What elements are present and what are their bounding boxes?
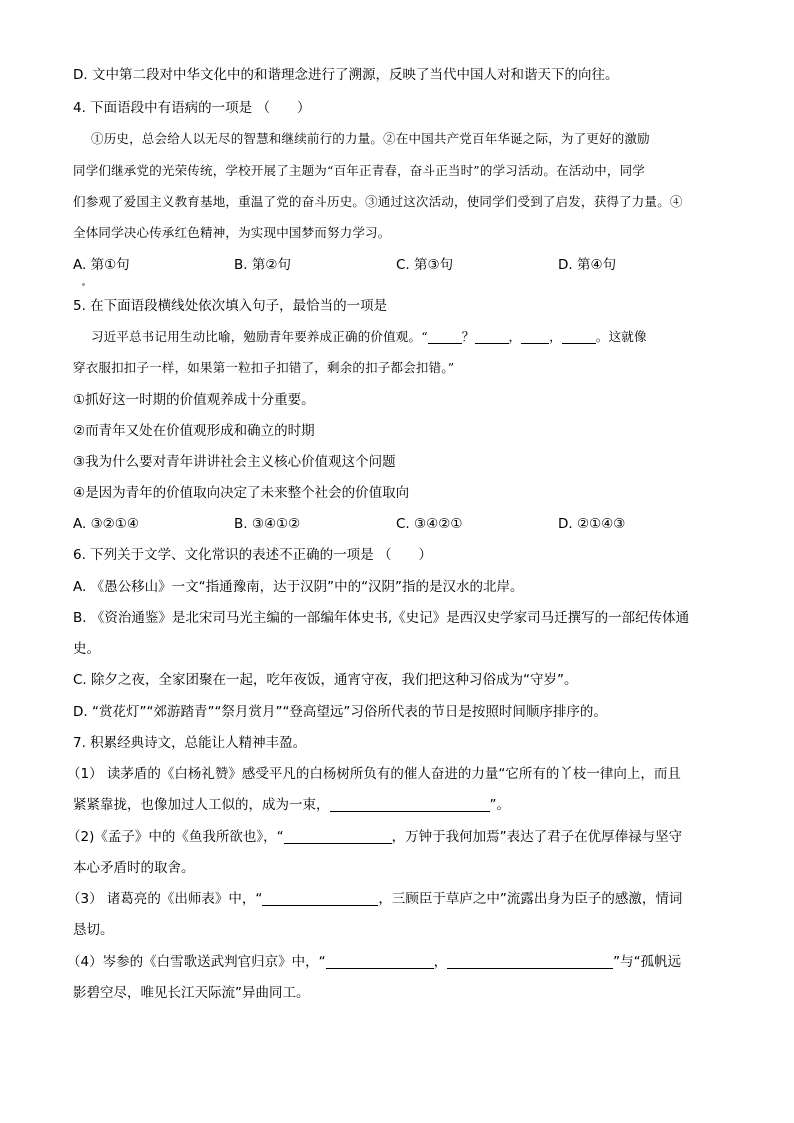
q5-option-a: A. ③②①④ [73, 516, 139, 532]
q7-stem: 7. 积累经典诗文，总能让人精神丰盈。 [73, 735, 307, 751]
q5-sentence-3: ③我为什么要对青年讲讲社会主义核心价值观这个问题 [73, 454, 396, 470]
q6-option-b-line-2: 史。 [73, 641, 100, 657]
q4-option-a: A. 第①句 [73, 257, 130, 273]
q7-part1-line-1: （1） 读茅盾的《白杨礼赞》感受平凡的白杨树所负有的催人奋进的力量“它所有的丫枝一律向上，而且 [67, 766, 681, 782]
q6-option-d: D. “赏花灯”“郊游踏青”“祭月赏月”“登高望远”习俗所代表的节日是按照时间顺序排序的。 [73, 704, 607, 720]
q4-passage-line-3: 们参观了爱国主义教育基地，重温了党的奋斗历史。③通过这次活动，使同学们受到了启发，获得了力量。④ [73, 194, 683, 209]
q7-part2-line-2: 本心矛盾时的取舍。 [73, 860, 195, 876]
q4-passage-line-1: ①历史，总会给人以无尽的智慧和继续前行的力量。②在中国共产党百年华诞之际，为了更好的激励 [91, 131, 650, 146]
q7-part1-blank [330, 797, 490, 812]
q5-sentence-1: ①抓好这一时期的价值观养成十分重要。 [73, 392, 315, 408]
q5-passage-line-1 [91, 328, 647, 346]
q7-part1-text-a: 紧紧靠拢，也像加过人工似的，成为一束， [73, 797, 330, 813]
q4-stem: 4. 下面语段中有语病的一项是 （ ） [73, 100, 311, 116]
q4-passage-line-4: 全体同学决心传承红色精神，为实现中国梦而努力学习。 [73, 225, 391, 240]
q7-part4-line-1 [67, 953, 681, 971]
q7-part3-line-2: 恳切。 [73, 922, 114, 938]
q5-stem: 5. 在下面语段横线处依次填入句子，最恰当的一项是 [73, 298, 388, 314]
q7-part4-text-b: ， [433, 954, 448, 970]
q5-passage-line-2: 穿衣服扣扣子一样，如果第一粒扣子扣错了，剩余的扣子都会扣错。” [73, 360, 455, 375]
q6-option-b-line-1: B. 《资治通鉴》是北宋司马光主编的一部编年体史书,《史记》是西汉史学家司马迁撰写的一部纪传体通 [73, 610, 690, 626]
q7-part4-line-2: 影碧空尽，唯见长江天际流”异曲同工。 [73, 985, 310, 1001]
q5-blank-1 [428, 329, 462, 344]
q7-part3-text-a: （3） 诸葛亮的《出师表》中，“ [67, 891, 263, 907]
scan-dot [82, 283, 85, 286]
q7-part2-text-b: ，万钟于我何加焉”表达了君子在优厚俸禄与坚守 [391, 829, 683, 845]
q5-option-c: C. ③④②① [396, 516, 463, 532]
q7-part3-text-b: ，三顾臣于草庐之中”流露出身为臣子的感激，情词 [378, 891, 683, 907]
q5-passage-text-a: 习近平总书记用生动比喻，勉励青年要养成正确的价值观。“ [91, 329, 428, 344]
q7-part4-blank-2 [447, 954, 613, 969]
q5-blank-2 [475, 329, 509, 344]
q7-part4-blank-1 [326, 954, 434, 969]
q5-passage-text-e: 。这就像 [595, 329, 647, 344]
q5-passage-text-d: ， [549, 329, 562, 344]
q4-option-c: C. 第③句 [396, 257, 454, 273]
q6-option-a: A. 《愚公移山》一文“指通豫南，达于汉阴”中的“汉阴”指的是汉水的北岸。 [73, 579, 524, 595]
q5-passage-text-c: ， [508, 329, 522, 344]
q7-part3-blank [262, 891, 378, 906]
q5-blank-3 [521, 329, 549, 344]
q7-part2-blank [284, 829, 392, 844]
q4-option-b: B. 第②句 [234, 257, 291, 273]
q7-part1-line-2 [73, 796, 510, 814]
q5-sentence-4: ④是因为青年的价值取向决定了未来整个社会的价值取向 [73, 485, 410, 501]
q6-option-c: C. 除夕之夜，全家团聚在一起，吃年夜饭，通宵守夜，我们把这种习俗成为“守岁”。 [73, 672, 578, 688]
q5-sentence-2: ②而青年又处在价值观形成和确立的时期 [73, 423, 315, 439]
q7-part1-text-b: ”。 [489, 797, 510, 813]
q7-part3-line-1 [67, 890, 682, 908]
q7-part4-text-c: ”与“孤帆远 [613, 954, 682, 970]
q5-option-d: D. ②①④③ [558, 516, 626, 532]
q5-passage-text-b: ？ [461, 329, 475, 344]
q7-part2-line-1 [67, 828, 682, 846]
q3-option-d: D. 文中第二段对中华文化中的和谐理念进行了溯源，反映了当代中国人对和谐天下的向往。 [73, 67, 619, 83]
q7-part2-text-a: （2)《孟子》中的《鱼我所欲也》，“ [67, 829, 284, 845]
q4-passage-line-2: 同学们继承党的光荣传统，学校开展了主题为“百年正青春，奋斗正当时”的学习活动。在活动中，同学 [73, 163, 645, 178]
q5-option-b: B. ③④①② [234, 516, 301, 532]
q4-option-d: D. 第④句 [558, 257, 617, 273]
q6-stem: 6. 下列关于文学、文化常识的表述不正确的一项是 （ ） [73, 547, 432, 563]
q7-part4-text-a: （4）岑参的《白雪歌送武判官归京》中，“ [67, 954, 326, 970]
q5-blank-4 [562, 329, 596, 344]
